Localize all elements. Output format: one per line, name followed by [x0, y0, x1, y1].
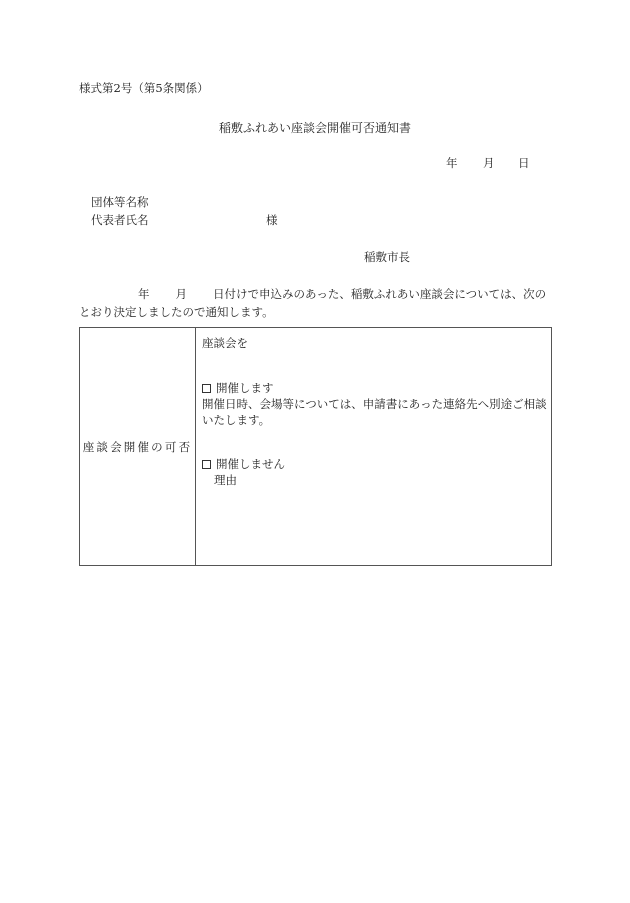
sender-mayor: 稲敷市長 — [364, 250, 410, 264]
representative-name-label: 代表者氏名 — [91, 213, 149, 227]
table-divider — [195, 328, 196, 565]
honorific-sama: 様 — [266, 213, 278, 227]
option-hold — [202, 380, 274, 396]
hold-checkbox[interactable] — [202, 384, 211, 393]
reason-label: 理由 — [214, 473, 237, 487]
date-month-label: 月 — [483, 156, 495, 170]
body-month-label: 月 — [175, 287, 187, 301]
option-not-hold — [202, 456, 285, 472]
option-not-hold-label: 開催しません — [216, 457, 285, 471]
body-text-line-2: とおり決定しましたので通知します。 — [79, 305, 274, 319]
table-label: 座談会開催の可否 — [82, 439, 193, 454]
not-hold-checkbox[interactable] — [202, 460, 211, 469]
date-year-label: 年 — [446, 156, 458, 170]
decision-intro: 座談会を — [202, 336, 248, 350]
body-line1-text: 日付けで申込みのあった、稲敷ふれあい座談会については、次の — [213, 287, 547, 301]
issue-date — [446, 155, 530, 171]
organization-name-label: 団体等名称 — [91, 195, 149, 209]
body-year-label: 年 — [138, 287, 150, 301]
hold-detail-line-1: 開催日時、会場等については、申請書にあった連絡先へ別途ご相談 — [202, 397, 547, 411]
hold-detail-line-2: いたします。 — [202, 413, 271, 427]
form-number: 様式第2号（第5条関係） — [79, 81, 209, 95]
body-text-line-1 — [79, 286, 546, 302]
document-title: 稲敷ふれあい座談会開催可否通知書 — [218, 121, 411, 135]
date-day-label: 日 — [518, 156, 530, 170]
option-hold-label: 開催します — [216, 381, 274, 395]
decision-table — [79, 327, 552, 566]
